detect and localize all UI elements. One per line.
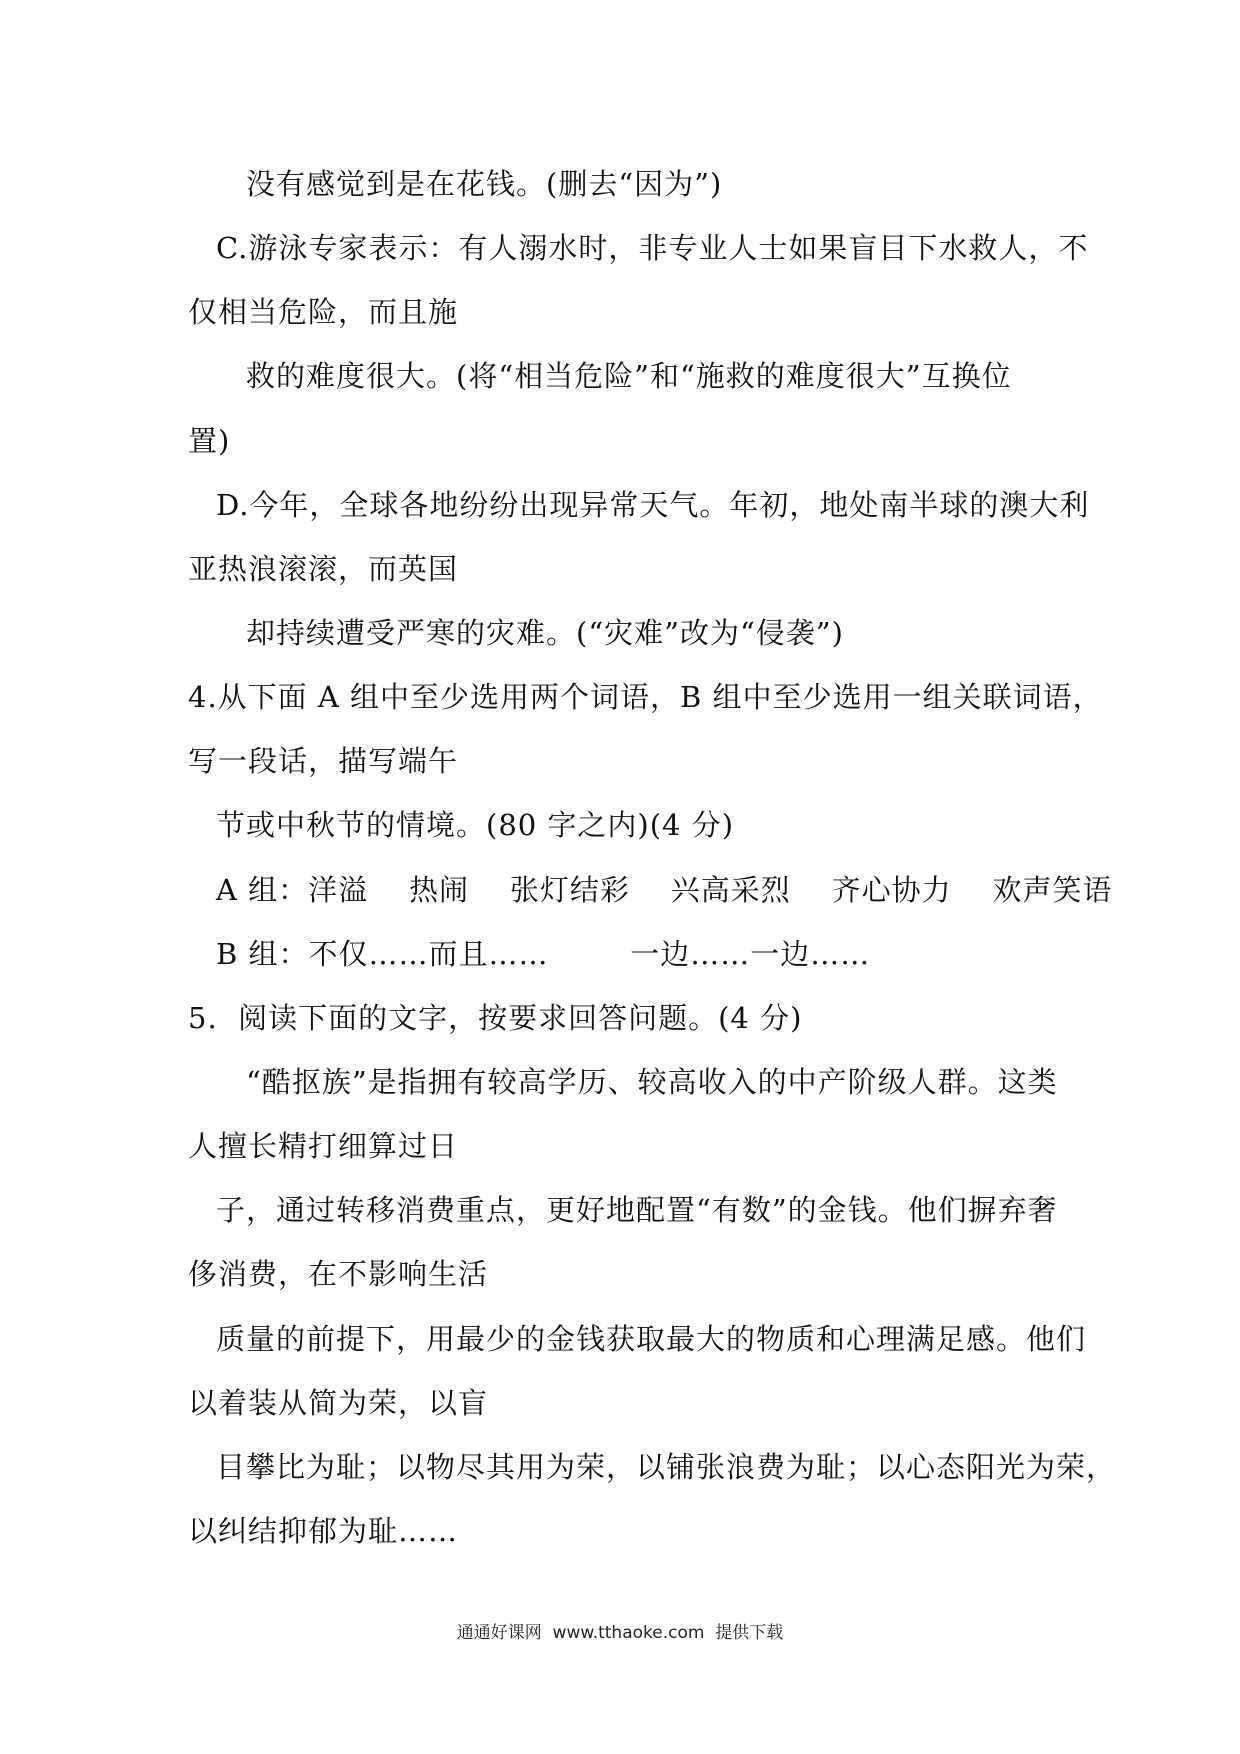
text-line: 仅相当危险，而且施 [188, 295, 459, 329]
passage-line: 侈消费，在不影响生活 [188, 1257, 489, 1291]
passage-line: “酷抠族”是指拥有较高学历、较高收入的中产阶级人群。这类 [246, 1065, 1058, 1099]
option-d-line: D.今年，全球各地纷纷出现异常天气。年初，地处南半球的澳大利 [216, 488, 1090, 522]
text-line: 写一段话，描写端午 [188, 744, 459, 778]
text-line: 救的难度很大。(将“相当危险”和“施救的难度很大”互换位 [246, 359, 1012, 393]
passage-line: 以纠结抑郁为耻…… [188, 1514, 459, 1548]
text-line: 亚热浪滚滚，而英国 [188, 552, 459, 586]
group-b-words: B 组：不仅……而且…… 一边……一边…… [216, 937, 871, 971]
text-line: 节或中秋节的情境。(80 字之内)(4 分) [216, 808, 735, 842]
group-a-words: A 组：洋溢 热闹 张灯结彩 兴高采烈 齐心协力 欢声笑语 [216, 873, 1113, 907]
question-5-line: 5. 阅读下面的文字，按要求回答问题。(4 分) [188, 1001, 803, 1035]
text-line: 置) [188, 424, 231, 458]
page-footer: 通通好课网 www.tthaoke.com 提供下载 [456, 1623, 784, 1643]
passage-line: 质量的前提下，用最少的金钱获取最大的物质和心理满足感。他们 [216, 1322, 1087, 1356]
text-line: 没有感觉到是在花钱。(删去“因为”) [246, 167, 723, 201]
passage-line: 人擅长精打细算过日 [188, 1129, 459, 1163]
passage-line: 目攀比为耻；以物尽其用为荣，以铺张浪费为耻；以心态阳光为荣， [216, 1450, 1117, 1484]
option-c-line: C.游泳专家表示：有人溺水时，非专业人士如果盲目下水救人，不 [216, 231, 1089, 265]
passage-line: 子，通过转移消费重点，更好地配置“有数”的金钱。他们摒弃奢 [216, 1193, 1058, 1227]
question-4-line: 4.从下面 A 组中至少选用两个词语，B 组中至少选用一组关联词语， [188, 680, 1103, 714]
passage-line: 以着装从简为荣，以盲 [188, 1386, 489, 1420]
text-line: 却持续遭受严寒的灾难。(“灾难”改为“侵袭”) [246, 616, 844, 650]
